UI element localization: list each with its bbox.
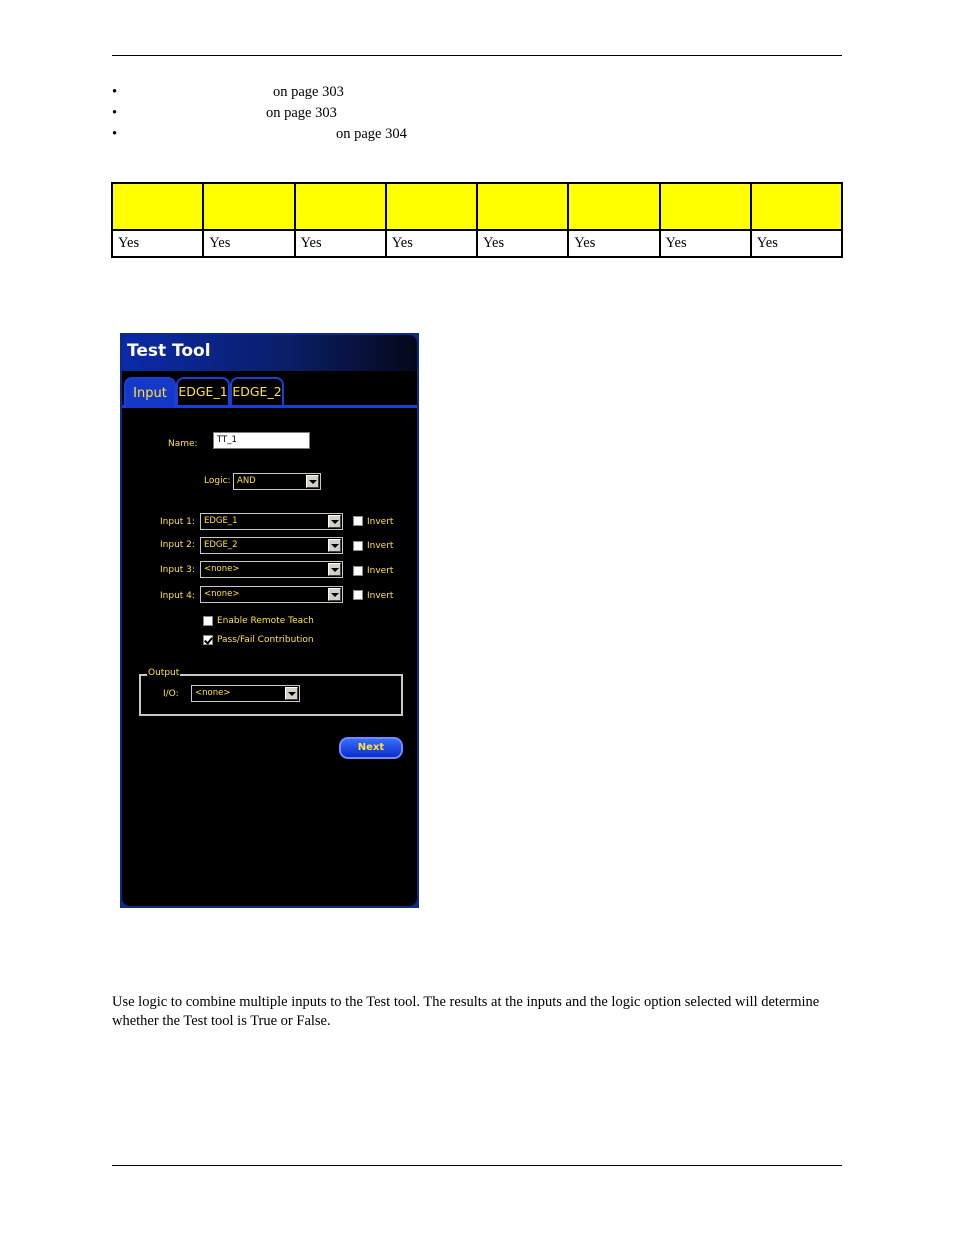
- body-paragraph: Use logic to combine multiple inputs to the Test tool. The results at the inputs and the logic option selected will determine whether the Test tool is True or False.: [112, 994, 820, 1029]
- io-label: I/O:: [163, 689, 179, 699]
- input-3-select[interactable]: [200, 561, 343, 578]
- logic-select-value: AND: [237, 476, 256, 486]
- chevron-down-icon[interactable]: [285, 687, 298, 700]
- input-4-value: <none>: [204, 589, 240, 599]
- input-4-invert-label: Invert: [367, 591, 394, 601]
- io-select-value: <none>: [195, 688, 231, 698]
- test-tool-panel: [120, 333, 419, 908]
- name-label: Name:: [168, 439, 198, 449]
- panel-body: [122, 335, 417, 906]
- enable-remote-teach-checkbox[interactable]: [203, 616, 213, 626]
- input-3-invert-label: Invert: [367, 566, 394, 576]
- input-2-invert-checkbox[interactable]: [353, 541, 363, 551]
- bullet-icon: •: [112, 105, 118, 121]
- table-cell: Yes: [295, 230, 386, 257]
- input-2-value: EDGE_2: [204, 540, 238, 550]
- tab-input[interactable]: Input: [124, 377, 176, 408]
- page-reference: on page 303: [266, 105, 337, 121]
- input-3-value: <none>: [204, 564, 240, 574]
- input-1-invert-checkbox[interactable]: [353, 516, 363, 526]
- bullet-icon: •: [112, 126, 118, 142]
- bullet-icon: •: [112, 84, 118, 100]
- table-row: [112, 230, 842, 257]
- table-header-cell: [477, 183, 568, 230]
- input-2-select[interactable]: [200, 537, 343, 554]
- chevron-down-icon[interactable]: [306, 475, 319, 488]
- io-select[interactable]: [191, 685, 300, 702]
- table-cell: Yes: [660, 230, 751, 257]
- input-2-label: Input 2:: [160, 540, 195, 550]
- table-cell: Yes: [568, 230, 659, 257]
- table-header-row: [112, 183, 842, 230]
- pass-fail-label: Pass/Fail Contribution: [217, 635, 314, 645]
- table-header-cell: [751, 183, 842, 230]
- output-legend: Output: [148, 668, 180, 678]
- page-reference: on page 304: [336, 126, 407, 142]
- chevron-down-icon[interactable]: [328, 588, 341, 601]
- table-header-cell: [660, 183, 751, 230]
- table-header-cell: [386, 183, 477, 230]
- input-1-value: EDGE_1: [204, 516, 238, 526]
- input-1-invert-label: Invert: [367, 517, 394, 527]
- enable-remote-teach-label: Enable Remote Teach: [217, 616, 314, 626]
- table-cell: Yes: [751, 230, 842, 257]
- panel-titlebar: [122, 335, 417, 371]
- tab-edge-1[interactable]: EDGE_1: [176, 377, 230, 405]
- table-header-cell: [295, 183, 386, 230]
- panel-title: Test Tool: [127, 341, 211, 361]
- footer-rule: [112, 1165, 842, 1166]
- table-header-cell: [112, 183, 203, 230]
- chevron-down-icon[interactable]: [328, 539, 341, 552]
- logic-label: Logic:: [204, 476, 231, 486]
- input-4-label: Input 4:: [160, 591, 195, 601]
- compatibility-table: [111, 182, 843, 258]
- next-button[interactable]: Next: [339, 737, 403, 759]
- page-reference: on page 303: [273, 84, 344, 100]
- table-cell: Yes: [112, 230, 203, 257]
- input-4-invert-checkbox[interactable]: [353, 590, 363, 600]
- name-field[interactable]: TT_1: [213, 432, 310, 449]
- table-cell: Yes: [386, 230, 477, 257]
- tab-edge-2[interactable]: EDGE_2: [230, 377, 284, 405]
- pass-fail-checkbox[interactable]: [203, 635, 213, 645]
- chevron-down-icon[interactable]: [328, 563, 341, 576]
- table-cell: Yes: [203, 230, 294, 257]
- input-2-invert-label: Invert: [367, 541, 394, 551]
- input-3-label: Input 3:: [160, 565, 195, 575]
- chevron-down-icon[interactable]: [328, 515, 341, 528]
- table-header-cell: [568, 183, 659, 230]
- table-cell: Yes: [477, 230, 568, 257]
- header-rule: [112, 55, 842, 56]
- logic-select[interactable]: [233, 473, 321, 490]
- input-1-select[interactable]: [200, 513, 343, 530]
- input-3-invert-checkbox[interactable]: [353, 566, 363, 576]
- table-header-cell: [203, 183, 294, 230]
- tab-strip: [124, 377, 417, 407]
- input-1-label: Input 1:: [160, 517, 195, 527]
- input-4-select[interactable]: [200, 586, 343, 603]
